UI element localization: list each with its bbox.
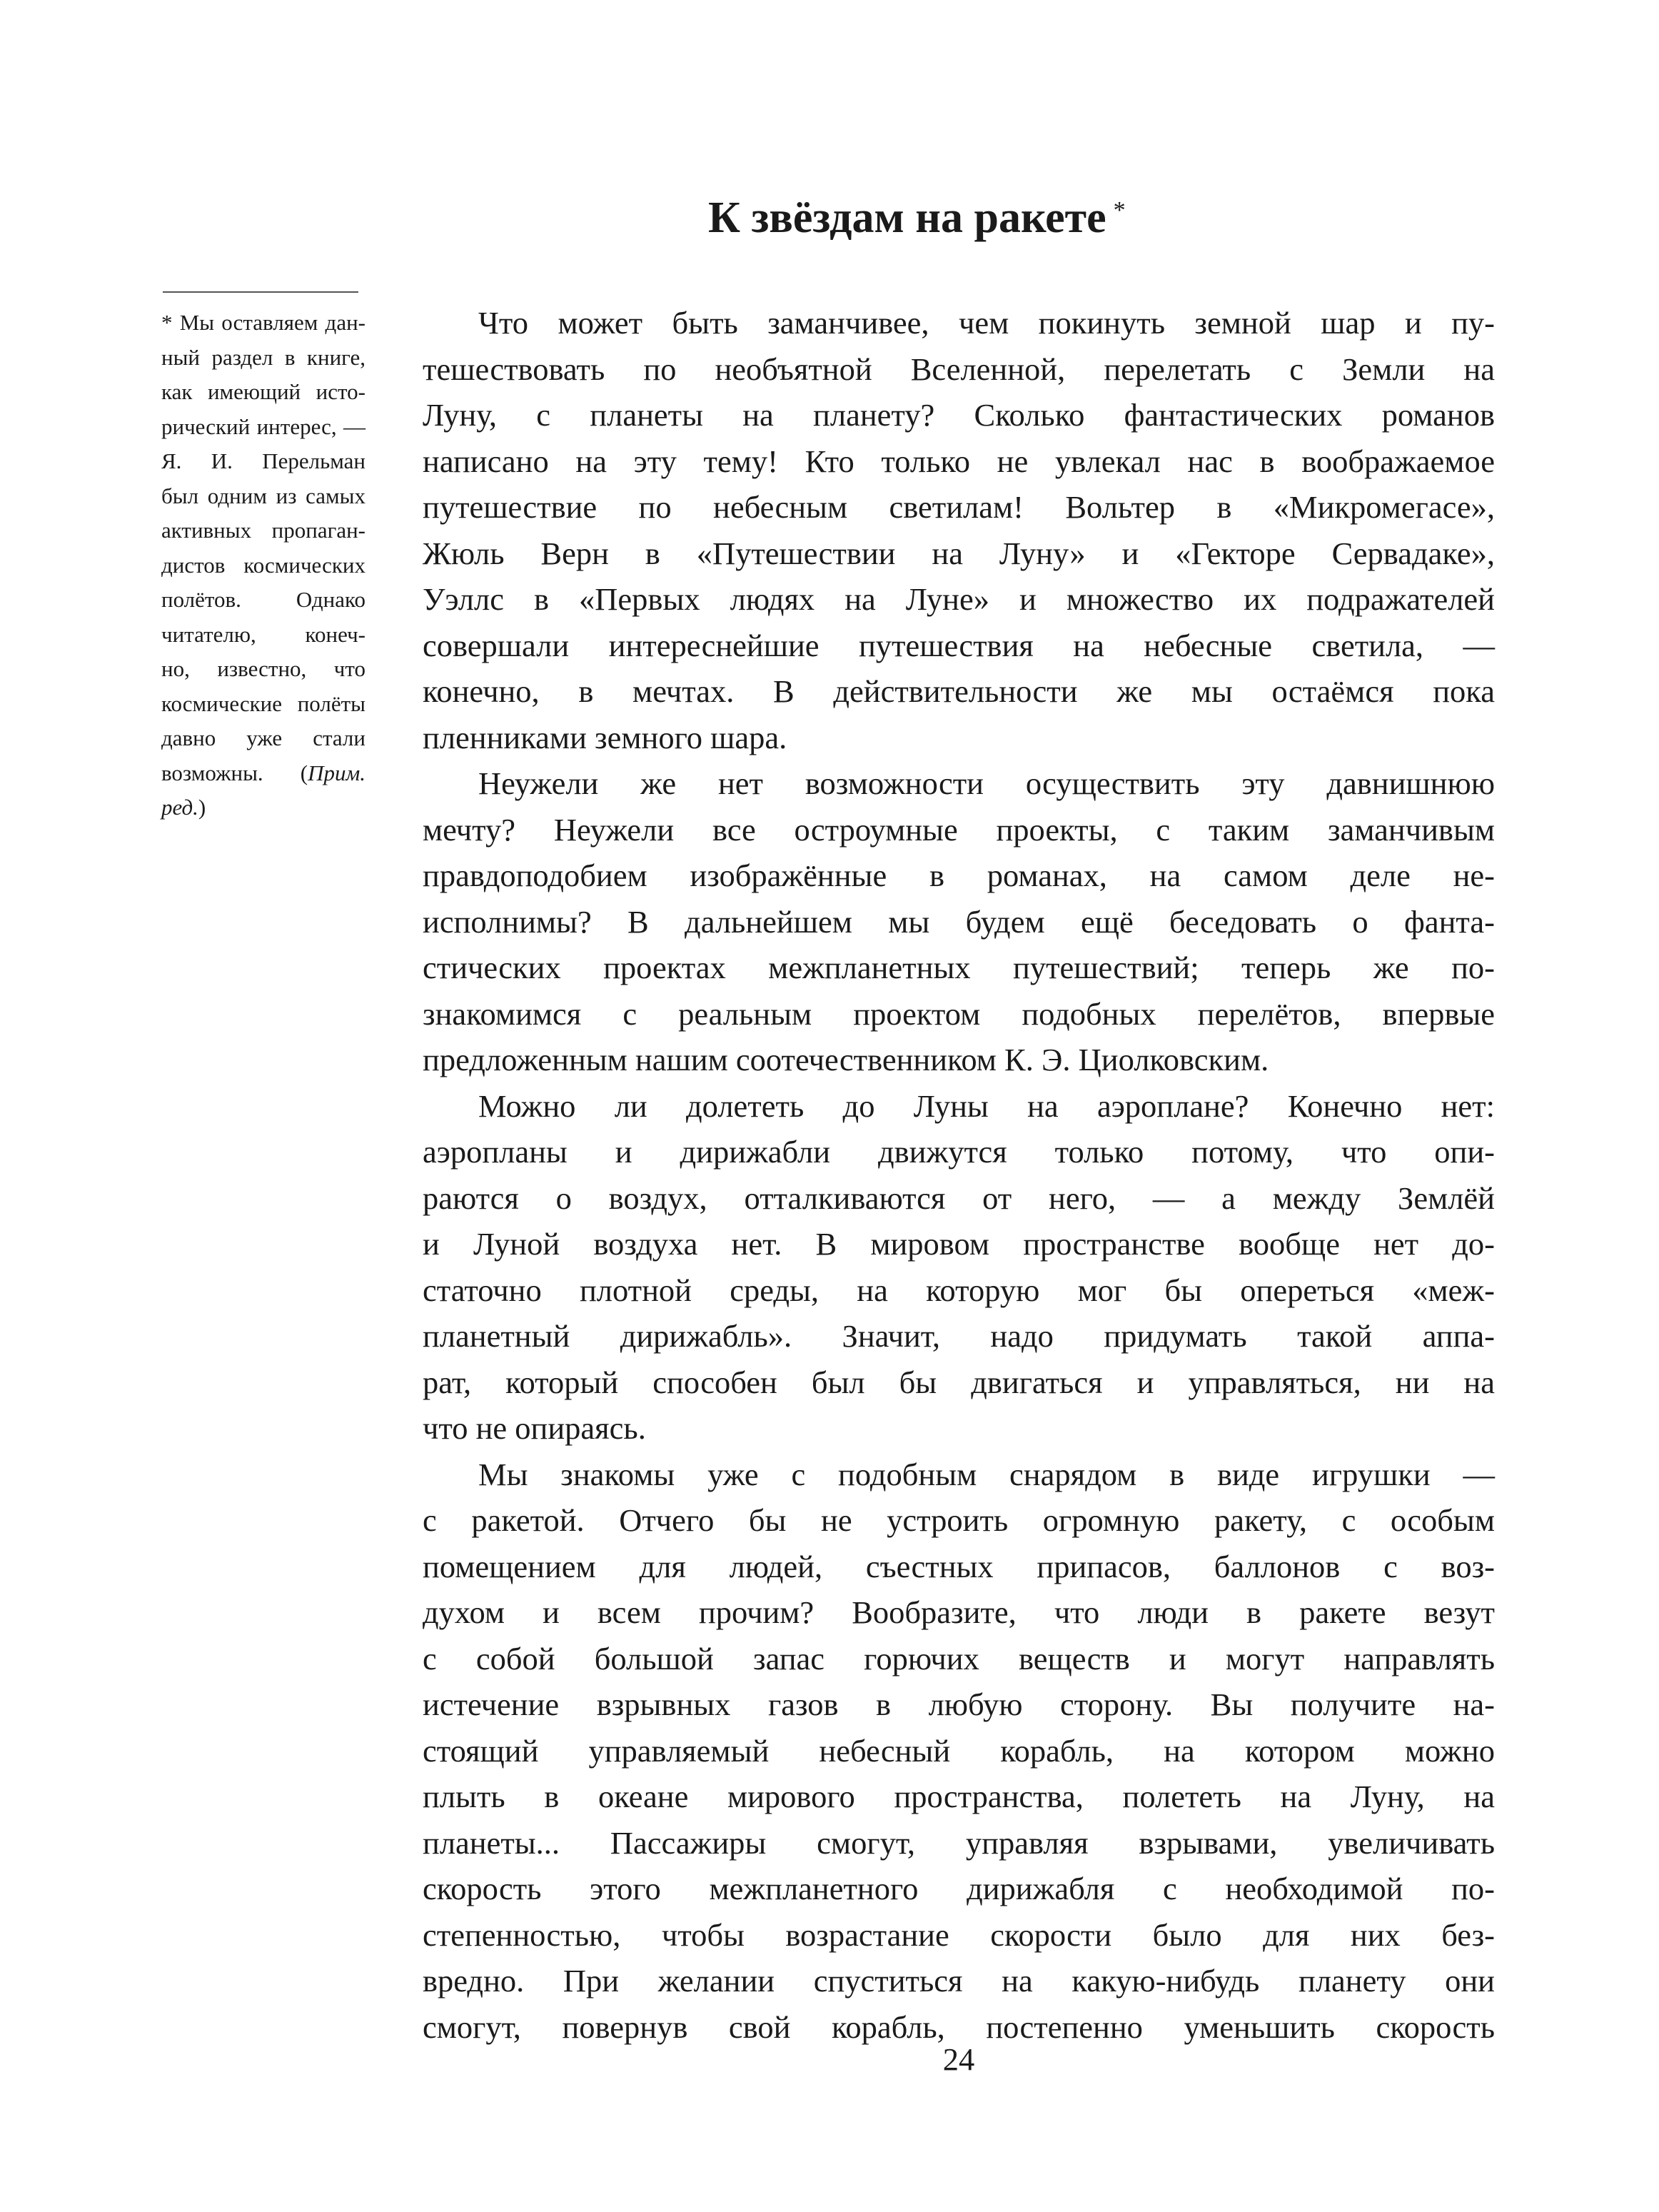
text-line: смогут, повернув свой корабль, постепенно уменьшить скорость <box>423 2009 1495 2045</box>
chapter-title <box>708 193 1126 242</box>
text-line: духом и всем прочим? Вообразите, что люди в ракете везут <box>423 1594 1495 1630</box>
sidenote-italic: ред. <box>161 795 198 820</box>
text-line: правдоподобием изображённые в романах, на самом деле не- <box>423 858 1495 893</box>
text-line: вредно. При желании спуститься на какую-нибудь планету они <box>423 1963 1495 1999</box>
text-line: раются о воздух, отталкиваются от него, — а между Землёй <box>423 1180 1495 1216</box>
text-line: стических проектах межпланетных путешествий; теперь же по- <box>423 950 1495 985</box>
text-line: степенностью, чтобы возрастание скорости было для них без- <box>423 1916 1495 1953</box>
sidenote-line: активных пропаган- <box>161 518 365 543</box>
text-line: Жюль Верн в «Путешествии на Луну» и «Гекторе Сервадаке», <box>423 535 1495 571</box>
text-line: Уэллс в «Первых людях на Луне» и множество их подражателей <box>423 581 1495 617</box>
text-line: мечту? Неужели все остроумные проекты, с таким заманчивым <box>423 811 1495 848</box>
text-line: пленниками земного шара. <box>423 719 787 755</box>
sidenote-line: полётов. Однако <box>161 587 365 612</box>
sidenote-text: ) <box>198 795 206 820</box>
chapter-title-text: К звёздам на ракете <box>708 193 1106 242</box>
text-line: скорость этого межпланетного дирижабля с необходимой по- <box>423 1871 1495 1906</box>
text-line: исполнимы? В дальнейшем мы будем ещё беседовать о фанта- <box>423 903 1495 940</box>
text-line: статочно плотной среды, на которую мог бы опереться «меж- <box>423 1272 1495 1308</box>
sidenote-line: Я. И. Перельман <box>161 448 365 473</box>
sidenote-line: ный раздел в книге, <box>161 344 365 370</box>
sidenote <box>161 306 365 825</box>
text-line: тешествовать по необъятной Вселенной, перелетать с Земли на <box>423 351 1495 387</box>
sidenote-line <box>161 790 365 825</box>
text-line: Неужели же нет возможности осуществить эту давнишнюю <box>478 765 1495 801</box>
text-line: с ракетой. Отчего бы не устроить огромную ракету, с особым <box>423 1502 1495 1538</box>
sidenote-line: как имеющий исто- <box>161 379 365 404</box>
text-line: Что может быть заманчивее, чем покинуть земной шар и пу- <box>478 305 1495 341</box>
sidenote-text: возможны. ( <box>161 760 308 785</box>
text-line: с собой большой запас горючих веществ и могут направлять <box>423 1640 1495 1676</box>
sidenote-line: * Мы оставляем дан- <box>161 310 365 335</box>
sidenote-line: рический интерес, — <box>161 413 365 439</box>
text-line: аэропланы и дирижабли движутся только потому, что опи- <box>423 1134 1495 1170</box>
text-line: конечно, в мечтах. В действительности же мы остаёмся пока <box>423 673 1495 709</box>
text-line: планеты... Пассажиры смогут, управляя взрывами, увеличивать <box>423 1824 1495 1861</box>
text-line: стоящий управляемый небесный корабль, на котором можно <box>423 1732 1495 1769</box>
sidenote-line <box>161 756 365 791</box>
sidenote-line: но, известно, что <box>161 656 365 681</box>
text-line: путешествие по небесным светилам! Вольтер в «Микромегасе», <box>423 489 1495 525</box>
text-line: предложенным нашим соотечественником К. Э. Циолковским. <box>423 1042 1269 1077</box>
text-line: совершали интереснейшие путешествия на небесные светила, — <box>423 627 1495 663</box>
text-line: знакомимся с реальным проектом подобных перелётов, впервые <box>423 995 1495 1032</box>
page-number: 24 <box>942 2041 975 2077</box>
text-line: Луну, с планеты на планету? Сколько фантастических романов <box>423 397 1495 433</box>
text-line: планетный дирижабль». Значит, надо придумать такой аппа- <box>423 1318 1495 1354</box>
text-line: что не опираясь. <box>423 1410 646 1446</box>
text-line: написано на эту тему! Кто только не увлекал нас в воображаемое <box>423 443 1495 479</box>
footnote-marker: * <box>1113 197 1126 223</box>
sidenote-line: давно уже стали <box>161 725 365 750</box>
text-line: и Луной воздуха нет. В мировом пространстве вообще нет до- <box>423 1226 1495 1262</box>
sidenote-rule <box>163 291 358 293</box>
text-line: помещением для людей, съестных припасов, баллонов с воз- <box>423 1548 1495 1584</box>
sidenote-line: дистов космических <box>161 552 365 578</box>
text-line: рат, который способен был бы двигаться и управляться, ни на <box>423 1364 1495 1400</box>
text-line: Можно ли долететь до Луны на аэроплане? Конечно нет: <box>478 1087 1495 1124</box>
body-text <box>423 300 1495 2050</box>
text-line: истечение взрывных газов в любую сторону. Вы получите на- <box>423 1686 1495 1722</box>
sidenote-line: космические полёты <box>161 690 365 716</box>
sidenote-line: был одним из самых <box>161 483 365 508</box>
sidenote-italic: Прим. <box>308 760 365 785</box>
text-line: плыть в океане мирового пространства, полететь на Луну, на <box>423 1779 1495 1814</box>
sidenote-line: читателю, конеч- <box>161 621 365 647</box>
text-line: Мы знакомы уже с подобным снарядом в виде игрушки — <box>478 1456 1495 1492</box>
